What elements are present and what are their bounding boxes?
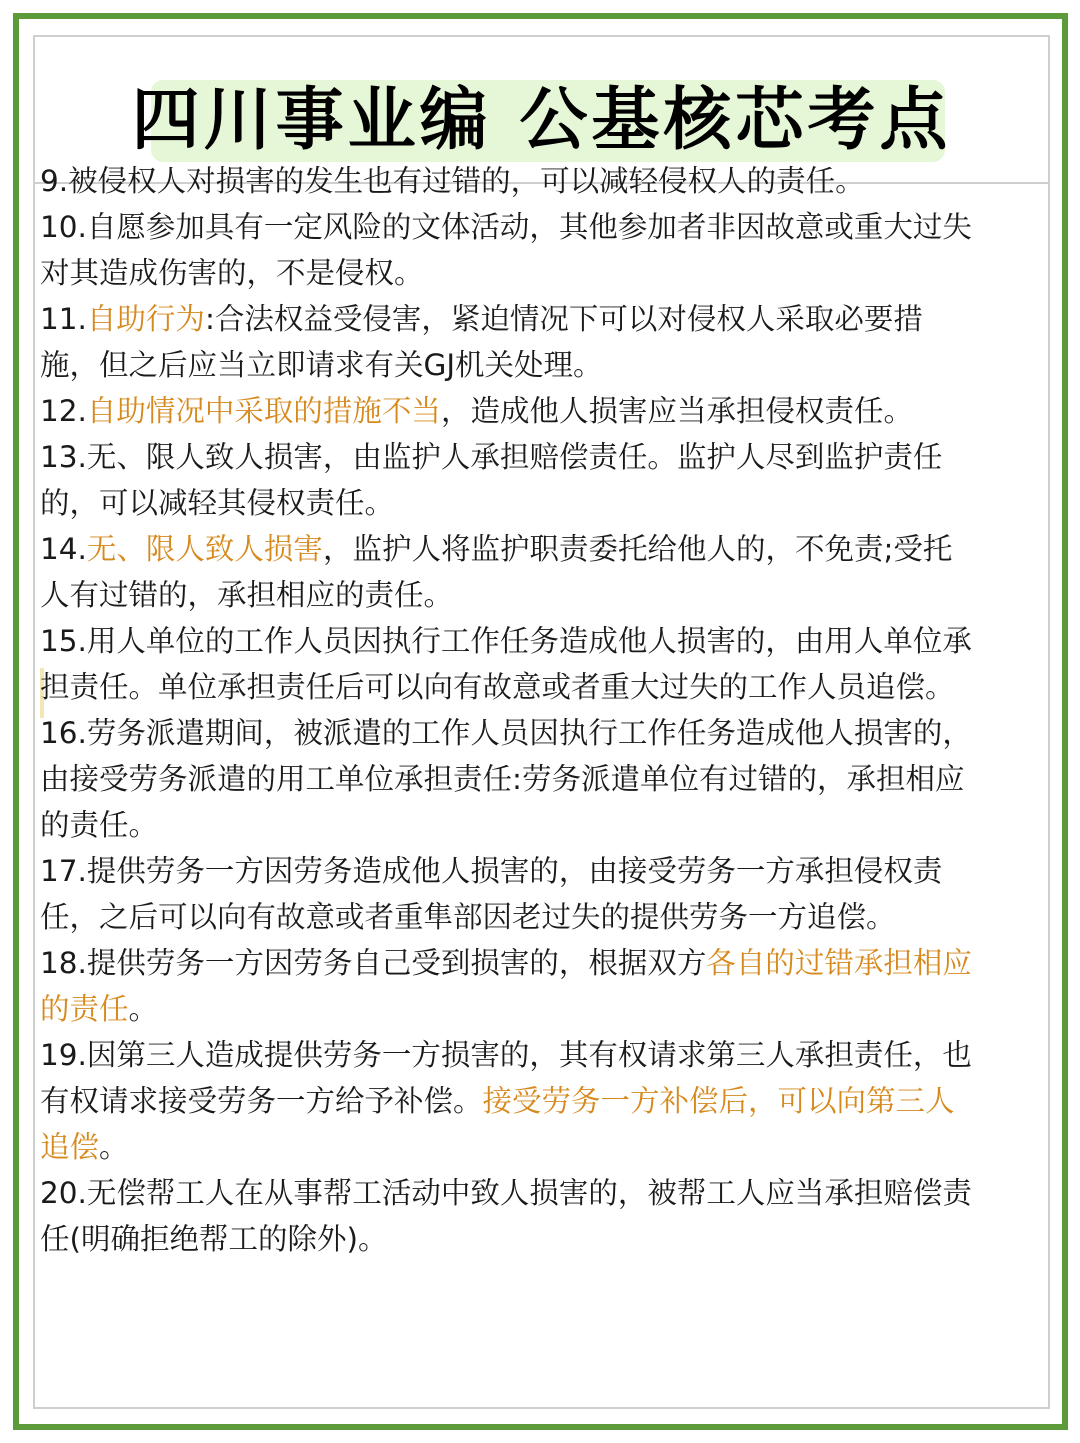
item-text: 10.自愿参加具有一定风险的文体活动，其他参加者非因故意或重大过失对其造成伤害的，不是侵权。 <box>40 210 972 290</box>
item-text: 。 <box>99 1130 129 1164</box>
item-text: 15.用人单位的工作人员因执行工作任务造成他人损害的，由用人单位承担责任。单位承担责任后可以向有故意或者重大过失的工作人员追偿。 <box>40 624 972 704</box>
list-item <box>40 1170 975 1262</box>
list-item <box>40 1032 975 1170</box>
item-text: 19.因第三人造成提供劳务一方损害的，其有权请求第三人承担责任，也有权请求接受劳务一方给予补偿。 <box>40 1038 972 1118</box>
list-item <box>40 388 975 434</box>
list-item <box>40 848 975 940</box>
item-text: :合法权益受侵害，紧迫情况下可以对侵权人采取必要措施，但之后应当立即请求有关GJ机关处理。 <box>40 302 923 382</box>
item-text: 。 <box>128 992 159 1026</box>
list-item <box>40 940 975 1032</box>
highlight-text: 自助情况中采取的措施不当 <box>86 394 441 428</box>
item-text: 16.劳务派遣期间，被派遣的工作人员因执行工作任务造成他人损害的，由接受劳务派遣的用工单位承担责任:劳务派遣单位有过错的，承担相应的责任。 <box>40 716 972 842</box>
highlight-text: 无、限人致人损害 <box>86 532 323 566</box>
item-text: 17.提供劳务一方因劳务造成他人损害的，由接受劳务一方承担侵权责任，之后可以向有故意或者重隼部因老过失的提供劳务一方追偿。 <box>40 854 943 934</box>
list-item <box>40 204 975 296</box>
item-text: 18.提供劳务一方因劳务自己受到损害的，根据双方 <box>40 946 707 980</box>
list-item <box>40 618 975 710</box>
item-number: 12. <box>40 394 87 428</box>
item-text: 9.被侵权人对损害的发生也有过错的，可以减轻侵权人的责任。 <box>40 164 865 198</box>
highlight-text: 自助行为 <box>86 302 205 336</box>
list-item <box>40 296 975 388</box>
list-item <box>40 158 975 204</box>
list-item <box>40 434 975 526</box>
highlight-text: 各自的过错承担相应的责任 <box>40 946 972 1026</box>
item-text: 20.无偿帮工人在从事帮工活动中致人损害的，被帮工人应当承担赔偿责任(明确拒绝帮工的除外)。 <box>40 1176 972 1256</box>
page-title: 四川事业编 公基核芯考点 <box>131 81 952 160</box>
list-item <box>40 526 975 618</box>
item-number: 11. <box>40 302 87 336</box>
item-number: 14. <box>40 532 87 566</box>
content-list <box>40 158 975 1262</box>
item-text: ，监护人将监护职责委托给他人的，不免责;受托人有过错的，承担相应的责任。 <box>40 532 953 612</box>
item-text: ，造成他人损害应当承担侵权责任。 <box>440 394 913 428</box>
list-item <box>40 710 975 848</box>
item-text: 13.无、限人致人损害，由监护人承担赔偿责任。监护人尽到监护责任的，可以减轻其侵权责任。 <box>40 440 943 520</box>
highlight-text: 接受劳务一方补偿后，可以向第三人追偿 <box>40 1084 955 1164</box>
